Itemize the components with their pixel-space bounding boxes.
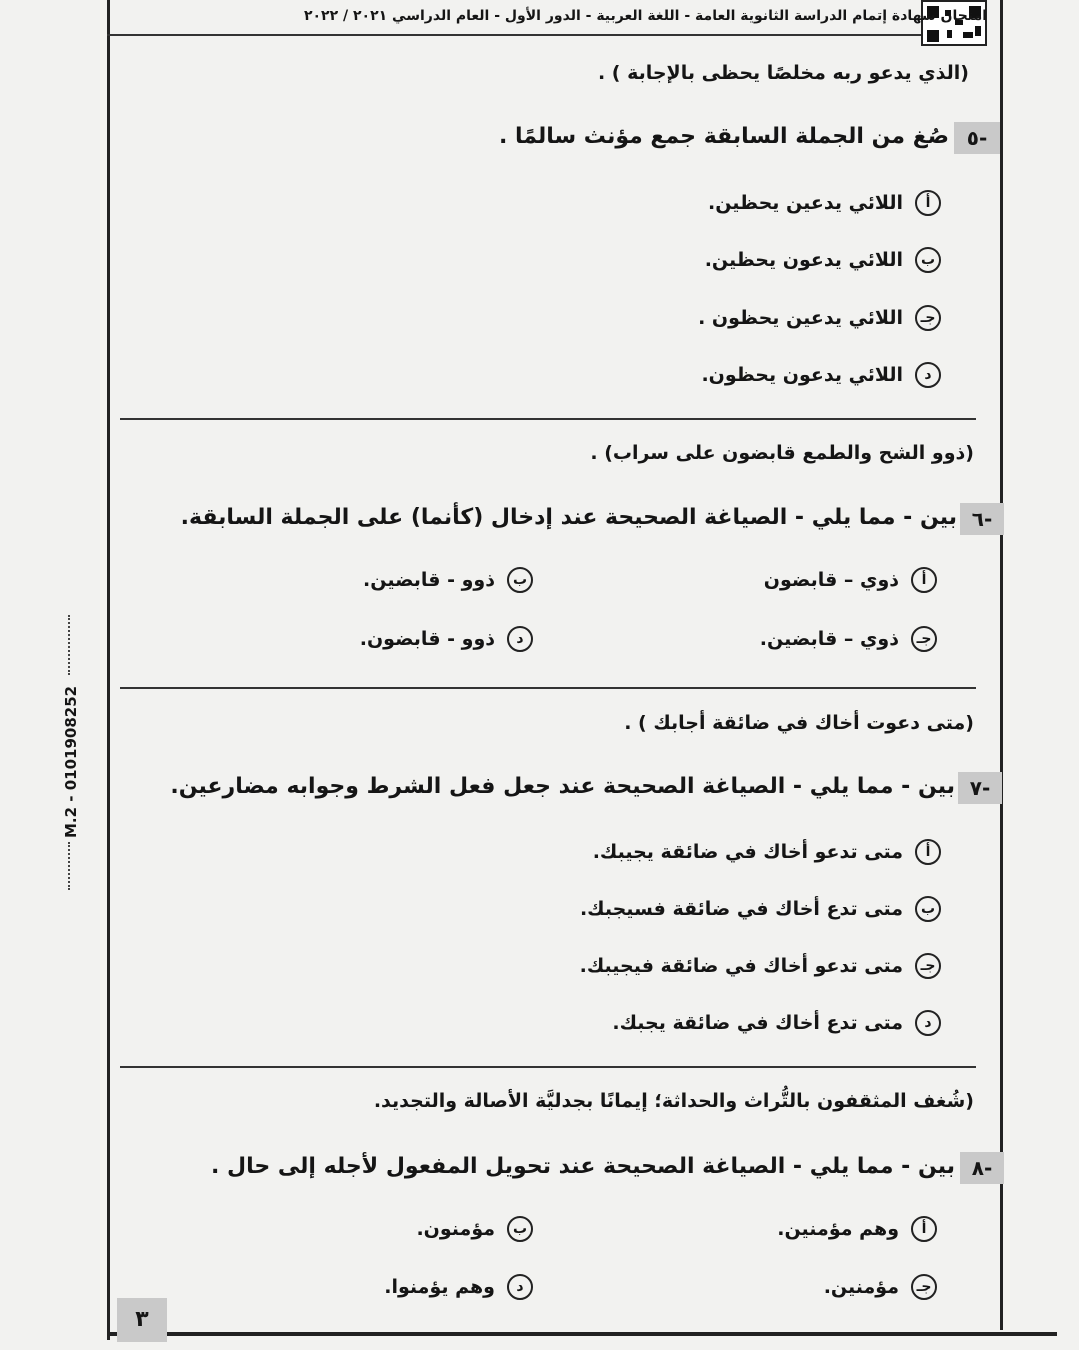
option-6b[interactable] [363,567,533,593]
question-6-text: بين - مما يلي - الصياغة الصحيحة عند إدخال (كأنما) على الجملة السابقة. [180,505,957,530]
question-divider [120,687,976,689]
option-letter: د [915,362,941,388]
question-5-quote: (الذي يدعو ربه مخلصًا يحظى بالإجابة ) . [597,62,969,84]
option-letter: جـ [911,1274,937,1300]
option-letter: جـ [915,305,941,331]
option-letter: أ [915,839,941,865]
option-5b[interactable] [705,247,941,273]
question-7-text: بين - مما يلي - الصياغة الصحيحة عند جعل فعل الشرط وجوابه مضارعين. [170,774,955,799]
option-letter: جـ [911,626,937,652]
option-5a[interactable] [708,190,941,216]
exam-header: امتحان شهادة إتمام الدراسة الثانوية العامة - اللغة العربية - الدور الأول - العام الدراسي ٢٠٢١ / ٢٠٢٢ [303,8,987,24]
option-5c[interactable] [698,305,941,331]
option-letter: جـ [915,953,941,979]
option-letter: ب [507,567,533,593]
question-divider [120,1066,976,1068]
option-letter: ب [915,896,941,922]
option-text: ذوي – قابضون [763,569,899,591]
question-8-number: -٨ [960,1152,1004,1184]
option-8d[interactable] [384,1274,533,1300]
question-8-text: بين - مما يلي - الصياغة الصحيحة عند تحويل المفعول لأجله إلى حال . [211,1154,955,1179]
option-7d[interactable] [612,1010,941,1036]
question-7-quote: (متى دعوت أخاك في ضائقة أجابك ) . [624,712,974,734]
option-text: مؤمنون. [416,1218,495,1240]
side-dotted-line-top [68,615,72,675]
page-number: ٣ [117,1298,167,1342]
option-letter: أ [911,1216,937,1242]
option-8b[interactable] [416,1216,533,1242]
option-letter: أ [915,190,941,216]
option-letter: ب [915,247,941,273]
option-6a[interactable] [764,567,937,593]
option-letter: د [507,1274,533,1300]
question-8-quote: (شُغف المثقفون بالتُّراث والحداثة؛ إيمانًا بجدليَّة الأصالة والتجديد. [373,1090,974,1112]
side-code: M.2 - 0101908252 [62,685,80,838]
option-letter: ب [507,1216,533,1242]
option-text: اللائي يدعون يحظون. [701,364,903,386]
option-letter: أ [911,567,937,593]
option-text: وهم مؤمنين. [777,1218,899,1240]
option-text: ذوي – قابضين. [759,628,899,650]
option-8a[interactable] [777,1216,937,1242]
option-text: ذوو - قابضين. [363,569,495,591]
option-8c[interactable] [824,1274,937,1300]
option-text: ذوو - قابضون. [359,628,495,650]
option-text: متى تدعو أخاك في ضائقة فيجيبك. [579,955,903,977]
left-margin-line [107,0,110,1340]
option-letter: د [507,626,533,652]
option-7b[interactable] [580,896,941,922]
question-6-number: -٦ [960,503,1004,535]
option-5d[interactable] [701,362,941,388]
option-text: متى تدع أخاك في ضائقة فسيجبك. [579,898,903,920]
option-6c[interactable] [760,626,937,652]
right-margin-line [1000,0,1003,1330]
option-7a[interactable] [593,839,941,865]
question-7-number: -٧ [958,772,1002,804]
bottom-border-line [107,1332,1057,1336]
option-text: متى تدع أخاك في ضائقة يجبك. [612,1012,903,1034]
option-text: مؤمنين. [823,1276,899,1298]
question-6-quote: (ذوو الشح والطمع قابضون على سراب) . [590,442,974,464]
header-underline [107,34,922,36]
option-text: وهم يؤمنوا. [384,1276,495,1298]
option-text: اللائي يدعون يحظين. [704,249,903,271]
option-text: متى تدعو أخاك في ضائقة يجيبك. [592,841,903,863]
question-divider [120,418,976,420]
question-5-number: -٥ [954,122,1000,154]
question-5-text: صُغ من الجملة السابقة جمع مؤنث سالمًا . [498,124,949,149]
option-text: اللائي يدعين يحظين. [707,192,903,214]
option-6d[interactable] [360,626,533,652]
option-7c[interactable] [580,953,941,979]
side-dotted-line-bottom [68,842,72,890]
option-letter: د [915,1010,941,1036]
option-text: اللائي يدعين يحظون . [698,307,903,329]
